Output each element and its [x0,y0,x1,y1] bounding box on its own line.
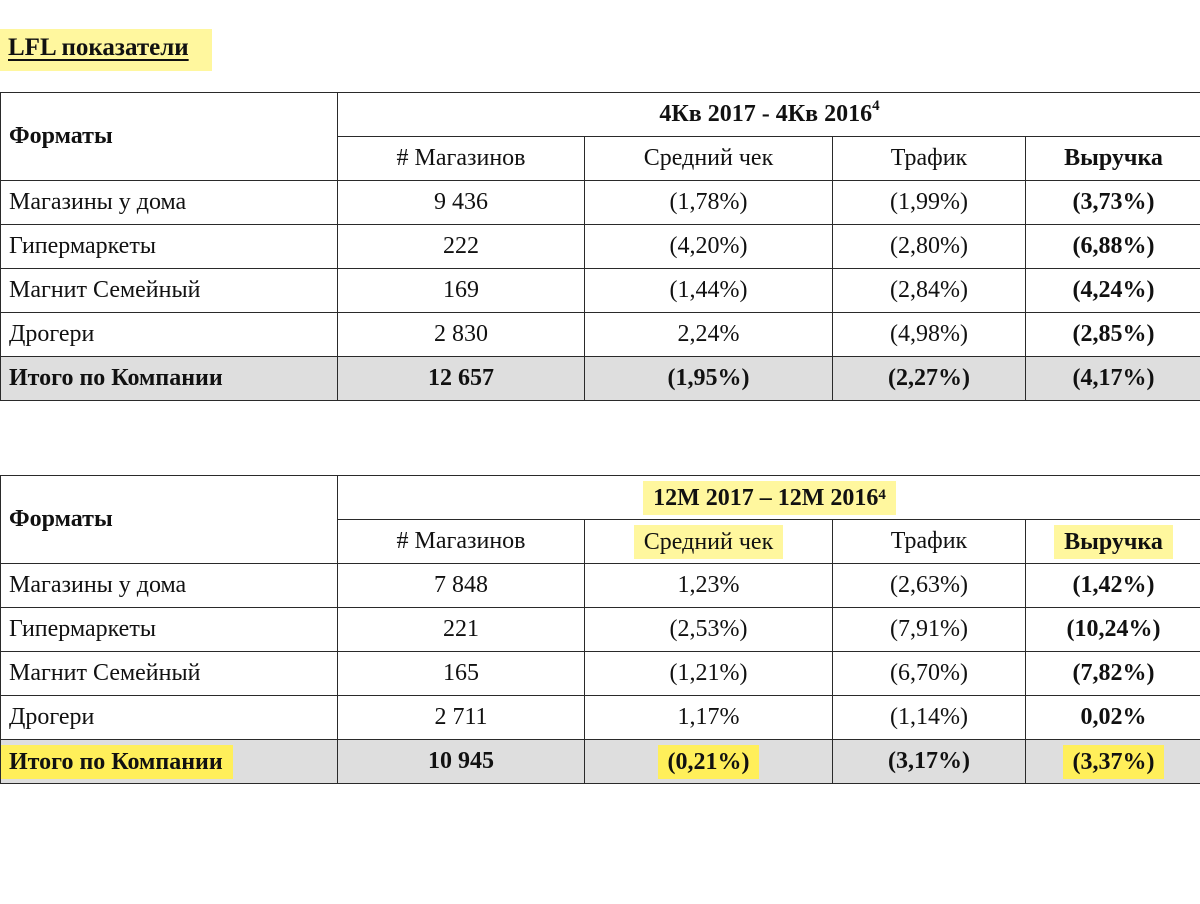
column-header-stores: # Магазинов [338,520,585,564]
column-header-avg-check [585,520,833,564]
traffic-value: (1,14%) [833,696,1026,740]
format-name: Магазины у дома [1,181,338,225]
total-revenue-cell [1026,740,1200,784]
total-row [1,357,1200,401]
total-traffic: (3,17%) [833,740,1026,784]
period-header [338,93,1200,137]
column-header-revenue [1026,520,1200,564]
table-row [1,608,1200,652]
avg-check-value: (1,44%) [585,269,833,313]
stores-value: 222 [338,225,585,269]
total-avg-check: (0,21%) [658,745,760,779]
column-header-avg-check: Средний чек [585,137,833,181]
lfl-table-12m [0,475,1200,784]
total-traffic: (2,27%) [833,357,1026,401]
revenue-value: (10,24%) [1026,608,1200,652]
revenue-value: (1,42%) [1026,564,1200,608]
format-name: Гипермаркеты [1,608,338,652]
stores-value: 9 436 [338,181,585,225]
revenue-highlight: Выручка [1054,525,1173,559]
table-row [1,269,1200,313]
format-name: Дрогери [1,313,338,357]
stores-value: 7 848 [338,564,585,608]
table-header-row [1,476,1200,520]
traffic-value: (7,91%) [833,608,1026,652]
column-header-revenue: Выручка [1026,137,1200,181]
format-name: Гипермаркеты [1,225,338,269]
period-label: 4Кв 2017 - 4Кв 2016 [659,101,873,127]
avg-check-value: (4,20%) [585,225,833,269]
total-avg-check-cell [585,740,833,784]
table-row [1,564,1200,608]
revenue-value: (6,88%) [1026,225,1200,269]
lfl-table-q4 [0,92,1200,401]
stores-value: 169 [338,269,585,313]
period-highlight [643,481,896,515]
format-name: Магнит Семейный [1,652,338,696]
format-name: Магнит Семейный [1,269,338,313]
column-header-traffic: Трафик [833,137,1026,181]
avg-check-value: 1,23% [585,564,833,608]
period-footnote: 4 [872,98,880,114]
traffic-value: (2,80%) [833,225,1026,269]
table-row [1,696,1200,740]
avg-check-value: (1,78%) [585,181,833,225]
traffic-value: (2,63%) [833,564,1026,608]
column-header-stores: # Магазинов [338,137,585,181]
stores-value: 165 [338,652,585,696]
total-label: Итого по Компании [1,745,233,779]
page-heading-text: LFL показатели [8,34,189,61]
revenue-value: (4,24%) [1026,269,1200,313]
period-footnote: 4 [878,486,886,503]
total-avg-check: (1,95%) [585,357,833,401]
avg-check-highlight: Средний чек [634,525,783,559]
table-row [1,181,1200,225]
total-stores: 10 945 [338,740,585,784]
stores-value: 2 711 [338,696,585,740]
total-row [1,740,1200,784]
avg-check-value: (1,21%) [585,652,833,696]
period-label: 12М 2017 – 12М 2016 [653,484,879,511]
revenue-value: 0,02% [1026,696,1200,740]
avg-check-value: 1,17% [585,696,833,740]
revenue-value: (7,82%) [1026,652,1200,696]
column-header-formats: Форматы [1,93,338,181]
traffic-value: (2,84%) [833,269,1026,313]
revenue-value: (2,85%) [1026,313,1200,357]
format-name: Магазины у дома [1,564,338,608]
avg-check-value: (2,53%) [585,608,833,652]
table-row [1,652,1200,696]
period-header [338,476,1200,520]
column-header-formats: Форматы [1,476,338,564]
total-label: Итого по Компании [1,357,338,401]
total-revenue: (4,17%) [1026,357,1200,401]
table-header-row [1,93,1200,137]
revenue-value: (3,73%) [1026,181,1200,225]
traffic-value: (4,98%) [833,313,1026,357]
total-revenue: (3,37%) [1063,745,1165,779]
stores-value: 2 830 [338,313,585,357]
table-row [1,225,1200,269]
total-stores: 12 657 [338,357,585,401]
format-name: Дрогери [1,696,338,740]
traffic-value: (6,70%) [833,652,1026,696]
stores-value: 221 [338,608,585,652]
avg-check-value: 2,24% [585,313,833,357]
table-row [1,313,1200,357]
total-label-cell [1,740,338,784]
page-heading [0,29,212,71]
column-header-traffic: Трафик [833,520,1026,564]
traffic-value: (1,99%) [833,181,1026,225]
